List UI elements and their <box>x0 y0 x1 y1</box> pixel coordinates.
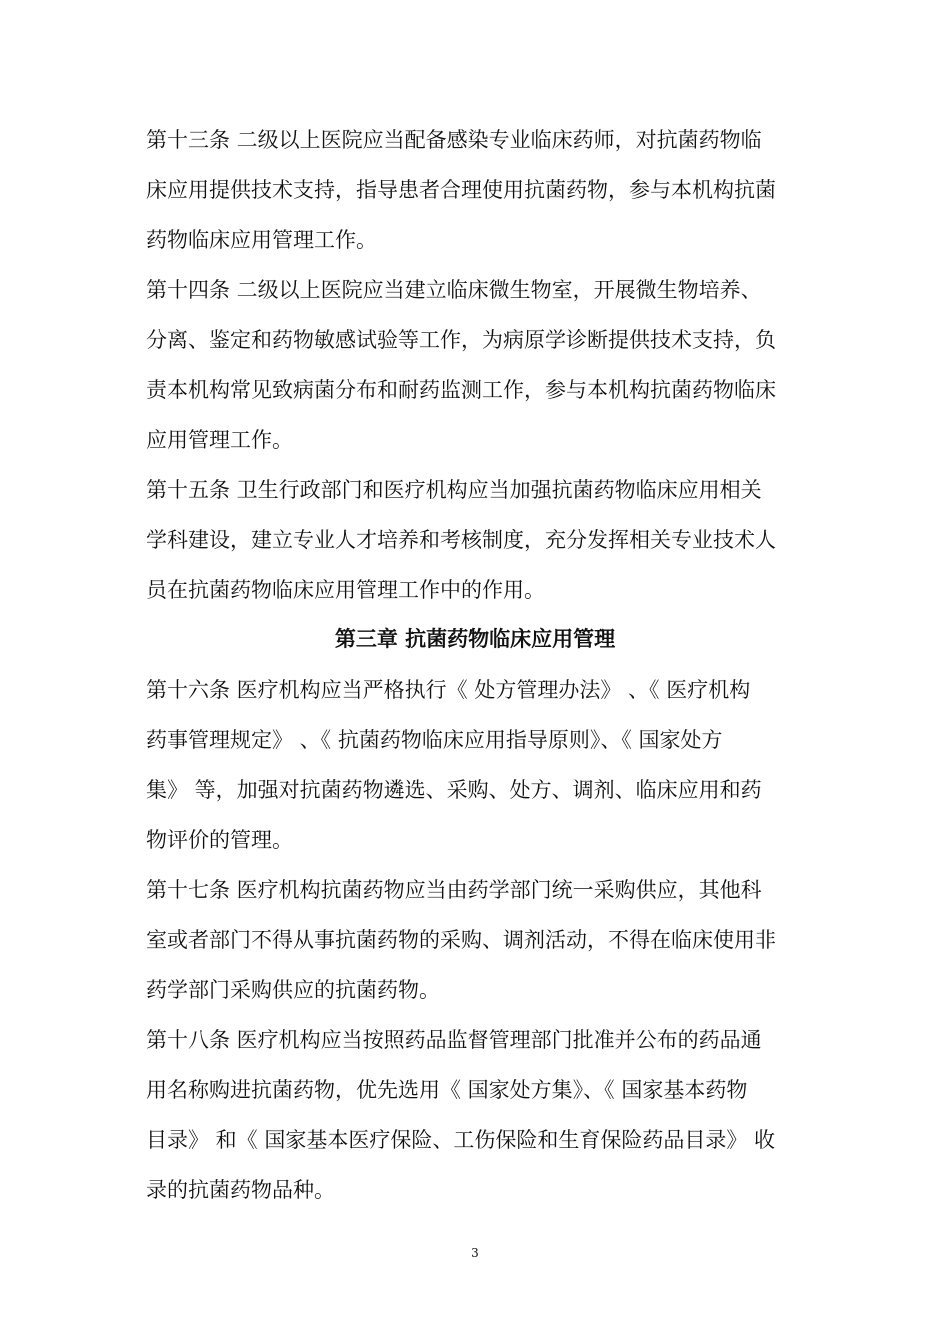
article-18-line-2: 用名称购进抗菌药物，优先选用《 国家处方集》、《 国家基本药物 <box>146 1078 748 1102</box>
article-15-line-2: 学科建设，建立专业人才培养和考核制度，充分发挥相关专业技术人 <box>146 528 776 552</box>
article-14-line-1: 第十四条 二级以上医院应当建立临床微生物室，开展微生物培养、 <box>146 278 762 302</box>
article-14-line-3: 责本机构常见致病菌分布和耐药监测工作，参与本机构抗菌药物临床 <box>146 378 776 402</box>
article-15-line-1: 第十五条 卫生行政部门和医疗机构应当加强抗菌药物临床应用相关 <box>146 478 762 502</box>
article-16-line-2: 药事管理规定》 、《 抗菌药物临床应用指导原则》、《 国家处方 <box>146 728 723 752</box>
article-13-line-3: 药物临床应用管理工作。 <box>146 228 377 252</box>
chapter-3-heading: 第三章 抗菌药物临床应用管理 <box>334 627 616 651</box>
article-13-line-1: 第十三条 二级以上医院应当配备感染专业临床药师，对抗菌药物临 <box>146 128 762 152</box>
article-17-line-3: 药学部门采购供应的抗菌药物。 <box>146 978 440 1002</box>
article-13-line-2: 床应用提供技术支持，指导患者合理使用抗菌药物，参与本机构抗菌 <box>146 178 776 202</box>
article-18-line-1: 第十八条 医疗机构应当按照药品监督管理部门批准并公布的药品通 <box>146 1028 762 1052</box>
article-16-line-1: 第十六条 医疗机构应当严格执行《 处方管理办法》 、《 医疗机构 <box>146 678 751 702</box>
article-17-line-2: 室或者部门不得从事抗菌药物的采购、调剂活动，不得在临床使用非 <box>146 928 776 952</box>
article-16-line-3: 集》 等，加强对抗菌药物遴选、采购、处方、调剂、临床应用和药 <box>146 778 762 802</box>
article-14-line-2: 分离、鉴定和药物敏感试验等工作，为病原学诊断提供技术支持，负 <box>146 328 776 352</box>
article-16-line-4: 物评价的管理。 <box>146 828 293 852</box>
page-number: 3 <box>471 1246 479 1260</box>
article-18-line-4: 录的抗菌药物品种。 <box>146 1178 335 1202</box>
article-18-line-3: 目录》 和《 国家基本医疗保险、工伤保险和生育保险药品目录》 收 <box>146 1128 776 1152</box>
article-14-line-4: 应用管理工作。 <box>146 428 293 452</box>
article-15-line-3: 员在抗菌药物临床应用管理工作中的作用。 <box>146 578 545 602</box>
article-17-line-1: 第十七条 医疗机构抗菌药物应当由药学部门统一采购供应，其他科 <box>146 878 762 902</box>
